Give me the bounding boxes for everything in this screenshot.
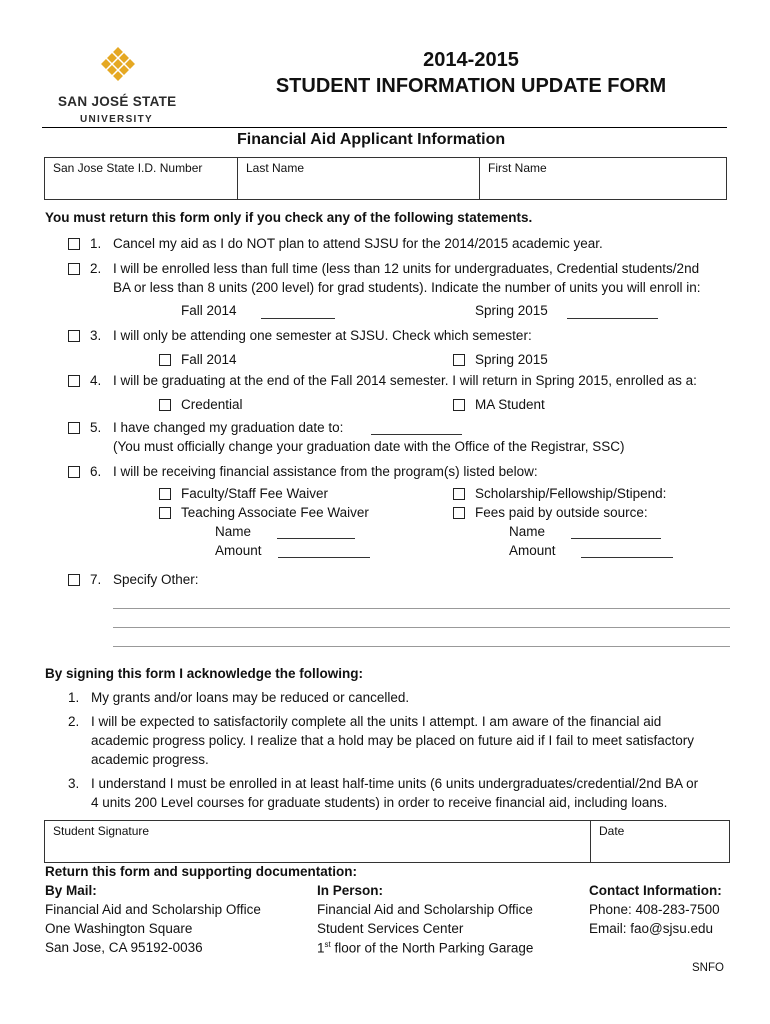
form-year: 2014-2015 bbox=[423, 49, 519, 71]
person-heading: In Person: bbox=[317, 883, 384, 898]
item-7-number: 7. bbox=[90, 572, 102, 587]
ack-1-text: My grants and/or loans may be reduced or cancelled. bbox=[91, 690, 410, 705]
graduation-date-line[interactable] bbox=[371, 434, 462, 435]
ta-fee-waiver-label: Teaching Associate Fee Waiver bbox=[181, 505, 369, 520]
item-4-number: 4. bbox=[90, 373, 102, 388]
mail-heading: By Mail: bbox=[45, 883, 97, 898]
other-line-1[interactable] bbox=[113, 608, 730, 609]
left-name-label: Name bbox=[215, 524, 252, 539]
person-line-3: 1st floor of the North Parking Garage bbox=[317, 940, 534, 956]
ack-2-line2: academic progress policy. I realize that a hold may be placed on future aid if I fail to meet satisfactory bbox=[91, 733, 695, 748]
first-name-field[interactable] bbox=[480, 158, 726, 199]
section-title: Financial Aid Applicant Information bbox=[237, 131, 506, 148]
header-divider bbox=[42, 127, 727, 128]
item-2-fall-units-line[interactable] bbox=[261, 318, 335, 319]
logo-name: SAN JOSÉ STATE bbox=[58, 94, 177, 109]
contact-heading: Contact Information: bbox=[589, 883, 722, 898]
mail-line-2: One Washington Square bbox=[45, 921, 193, 936]
item-3-checkbox[interactable] bbox=[68, 330, 80, 342]
item-2-fall-label: Fall 2014 bbox=[181, 303, 237, 318]
item-2-spring-label: Spring 2015 bbox=[475, 303, 548, 318]
item-4-credential-label: Credential bbox=[181, 397, 243, 412]
other-line-3[interactable] bbox=[113, 646, 730, 647]
form-code: SNFO bbox=[692, 962, 724, 974]
id-number-label: San Jose State I.D. Number bbox=[53, 161, 203, 175]
item-5-text-line2: (You must officially change your graduation date with the Office of the Registrar, SSC) bbox=[113, 439, 625, 454]
applicant-id-table bbox=[44, 157, 727, 200]
person-line-1: Financial Aid and Scholarship Office bbox=[317, 902, 533, 917]
other-line-2[interactable] bbox=[113, 627, 730, 628]
item-6-checkbox[interactable] bbox=[68, 466, 80, 478]
ack-3-line2: 4 units 200 Level courses for graduate students) in order to receive financial aid, including loans. bbox=[91, 795, 668, 810]
item-3-spring-label: Spring 2015 bbox=[475, 352, 548, 367]
ack-2-line3: academic progress. bbox=[91, 752, 209, 767]
item-7-text: Specify Other: bbox=[113, 572, 199, 587]
ta-fee-waiver-checkbox[interactable] bbox=[159, 507, 171, 519]
item-2-number: 2. bbox=[90, 261, 102, 276]
right-name-line[interactable] bbox=[571, 538, 661, 539]
ack-3-line1: I understand I must be enrolled in at least half-time units (6 units undergraduates/credential/2nd BA or bbox=[91, 776, 699, 791]
right-amount-line[interactable] bbox=[581, 557, 673, 558]
contact-email[interactable]: Email: fao@sjsu.edu bbox=[589, 921, 714, 936]
item-4-credential-checkbox[interactable] bbox=[159, 399, 171, 411]
sjsu-logo-mark-icon bbox=[98, 44, 138, 84]
mail-line-3: San Jose, CA 95192-0036 bbox=[45, 940, 203, 955]
signature-table bbox=[44, 820, 730, 863]
ack-3-number: 3. bbox=[68, 776, 80, 791]
ack-1-number: 1. bbox=[68, 690, 80, 705]
right-name-label: Name bbox=[509, 524, 546, 539]
instructions: You must return this form only if you check any of the following statements. bbox=[45, 210, 533, 225]
item-5-checkbox[interactable] bbox=[68, 422, 80, 434]
item-3-fall-checkbox[interactable] bbox=[159, 354, 171, 366]
date-label: Date bbox=[599, 824, 625, 838]
item-4-ma-checkbox[interactable] bbox=[453, 399, 465, 411]
return-title: Return this form and supporting documentation: bbox=[45, 864, 357, 879]
outside-source-label: Fees paid by outside source: bbox=[475, 505, 648, 520]
item-7-checkbox[interactable] bbox=[68, 574, 80, 586]
item-4-text: I will be graduating at the end of the Fall 2014 semester. I will return in Spring 2015, enrolled as a: bbox=[113, 373, 697, 388]
item-6-number: 6. bbox=[90, 464, 102, 479]
signature-field[interactable] bbox=[45, 821, 598, 868]
person-line-2: Student Services Center bbox=[317, 921, 464, 936]
ack-2-line1: I will be expected to satisfactorily complete all the units I attempt. I am aware of the financial aid bbox=[91, 714, 662, 729]
item-2-checkbox[interactable] bbox=[68, 263, 80, 275]
left-amount-label: Amount bbox=[215, 543, 262, 558]
outside-source-checkbox[interactable] bbox=[453, 507, 465, 519]
university-logo bbox=[40, 44, 190, 128]
right-amount-label: Amount bbox=[509, 543, 556, 558]
item-3-fall-label: Fall 2014 bbox=[181, 352, 237, 367]
item-5-text-line1: I have changed my graduation date to: bbox=[113, 420, 344, 435]
logo-subtitle: UNIVERSITY bbox=[80, 114, 154, 125]
item-3-spring-checkbox[interactable] bbox=[453, 354, 465, 366]
id-number-field[interactable] bbox=[45, 158, 237, 199]
item-2-text-line2: BA or less than 8 units (200 level) for grad students). Indicate the number of units you will enroll in: bbox=[113, 280, 701, 295]
item-2-text-line1: I will be enrolled less than full time (less than 12 units for undergraduates, Credential students/2nd bbox=[113, 261, 700, 276]
item-2-spring-units-line[interactable] bbox=[567, 318, 658, 319]
item-4-ma-label: MA Student bbox=[475, 397, 545, 412]
item-1-number: 1. bbox=[90, 236, 102, 251]
item-3-number: 3. bbox=[90, 328, 102, 343]
item-1-checkbox[interactable] bbox=[68, 238, 80, 250]
form-title: STUDENT INFORMATION UPDATE FORM bbox=[275, 75, 667, 97]
last-name-label: Last Name bbox=[246, 161, 305, 175]
date-field[interactable] bbox=[591, 821, 729, 868]
left-amount-line[interactable] bbox=[278, 557, 370, 558]
first-name-label: First Name bbox=[488, 161, 547, 175]
faculty-fee-waiver-checkbox[interactable] bbox=[159, 488, 171, 500]
signature-label: Student Signature bbox=[53, 824, 150, 838]
mail-line-1: Financial Aid and Scholarship Office bbox=[45, 902, 261, 917]
scholarship-label: Scholarship/Fellowship/Stipend: bbox=[475, 486, 667, 501]
acknowledge-title: By signing this form I acknowledge the following: bbox=[45, 666, 364, 681]
faculty-fee-waiver-label: Faculty/Staff Fee Waiver bbox=[181, 486, 329, 501]
ack-2-number: 2. bbox=[68, 714, 80, 729]
scholarship-checkbox[interactable] bbox=[453, 488, 465, 500]
item-1-text: Cancel my aid as I do NOT plan to attend SJSU for the 2014/2015 academic year. bbox=[113, 236, 603, 251]
contact-phone: Phone: 408-283-7500 bbox=[589, 902, 720, 917]
item-4-checkbox[interactable] bbox=[68, 375, 80, 387]
item-5-number: 5. bbox=[90, 420, 102, 435]
left-name-line[interactable] bbox=[277, 538, 355, 539]
item-6-text: I will be receiving financial assistance from the program(s) listed below: bbox=[113, 464, 538, 479]
last-name-field[interactable] bbox=[238, 158, 479, 199]
item-3-text: I will only be attending one semester at SJSU. Check which semester: bbox=[113, 328, 532, 343]
